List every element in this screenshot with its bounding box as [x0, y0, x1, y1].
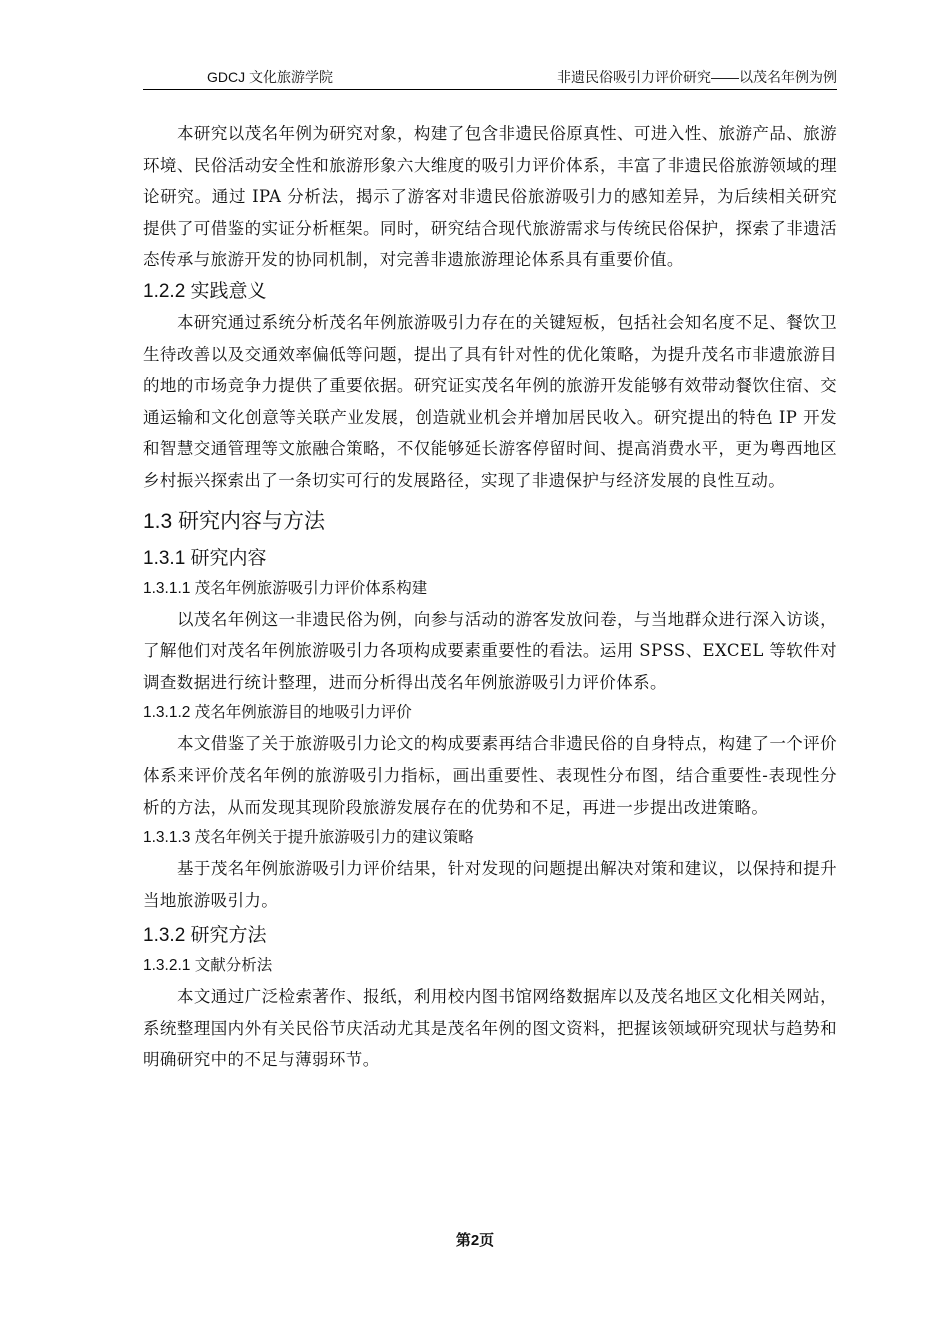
heading-1-2-2: 1.2.2 实践意义 — [143, 280, 267, 302]
paragraph-1-3-2-1: 本文通过广泛检索著作、报纸，利用校内图书馆网络数据库以及茂名地区文化相关网站，系统整理国内外有关民俗节庆活动尤其是茂名年例的图文资料，把握该领域研究现状与趋势和明确研究中的不足与薄弱环节。 — [143, 987, 837, 1070]
header-institution: GDCJ 文化旅游学院 — [207, 69, 333, 85]
header-paper-title: 非遗民俗吸引力评价研究——以茂名年例为例 — [557, 69, 837, 85]
paragraph-intro: 本研究以茂名年例为研究对象，构建了包含非遗民俗原真性、可进入性、旅游产品、旅游环境、民俗活动安全性和旅游形象六大维度的吸引力评价体系，丰富了非遗民俗旅游领域的理论研究。通过 IPA 分析法，揭示了游客对非遗民俗旅游吸引力的感知差异，为后续相关研究提供了可借鉴的实证分析框架。同时，研究结合现代旅游需求与传统民俗保护，探索了非遗活态传承与旅游开发的协同机制，对完善非遗旅游理论体系具有重要价值。 — [143, 124, 837, 270]
heading-1-3: 1.3 研究内容与方法 — [143, 509, 326, 533]
heading-1-3-1: 1.3.1 研究内容 — [143, 547, 267, 569]
heading-1-3-1-2: 1.3.1.2 茂名年例旅游目的地吸引力评价 — [143, 704, 412, 722]
document-body — [143, 118, 837, 1076]
paragraph-1-3-1-3: 基于茂名年例旅游吸引力评价结果，针对发现的问题提出解决对策和建议，以保持和提升当地旅游吸引力。 — [143, 859, 837, 910]
paragraph-1-2-2: 本研究通过系统分析茂名年例旅游吸引力存在的关键短板，包括社会知名度不足、餐饮卫生待改善以及交通效率偏低等问题，提出了具有针对性的优化策略，为提升茂名市非遗旅游目的地的市场竞争力提供了重要依据。研究证实茂名年例的旅游开发能够有效带动餐饮住宿、交通运输和文化创意等关联产业发展，创造就业机会并增加居民收入。研究提出的特色 IP 开发和智慧交通管理等文旅融合策略，不仅能够延长游客停留时间、提高消费水平，更为粤西地区乡村振兴探索出了一条切实可行的发展路径，实现了非遗保护与经济发展的良性互动。 — [143, 312, 837, 490]
heading-1-3-1-1: 1.3.1.1 茂名年例旅游吸引力评价体系构建 — [143, 579, 428, 597]
page-number: 第2页 — [455, 1232, 495, 1249]
paragraph-1-3-1-2: 本文借鉴了关于旅游吸引力论文的构成要素再结合非遗民俗的自身特点，构建了一个评价体系来评价茂名年例的旅游吸引力指标，画出重要性、表现性分布图，结合重要性-表现性分析的方法，从而发现其现阶段旅游发展存在的优势和不足，再进一步提出改进策略。 — [143, 734, 837, 817]
heading-1-3-2-1: 1.3.2.1 文献分析法 — [143, 957, 273, 975]
heading-1-3-1-3: 1.3.1.3 茂名年例关于提升旅游吸引力的建议策略 — [143, 829, 474, 847]
paragraph-1-3-1-1: 以茂名年例这一非遗民俗为例，向参与活动的游客发放问卷，与当地群众进行深入访谈，了解他们对茂名年例旅游吸引力各项构成要素重要性的看法。运用 SPSS、EXCEL 等软件对调查数据进行统计整理，进而分析得出茂名年例旅游吸引力评价体系。 — [143, 609, 837, 692]
heading-1-3-2: 1.3.2 研究方法 — [143, 925, 267, 947]
page-header — [143, 65, 837, 90]
